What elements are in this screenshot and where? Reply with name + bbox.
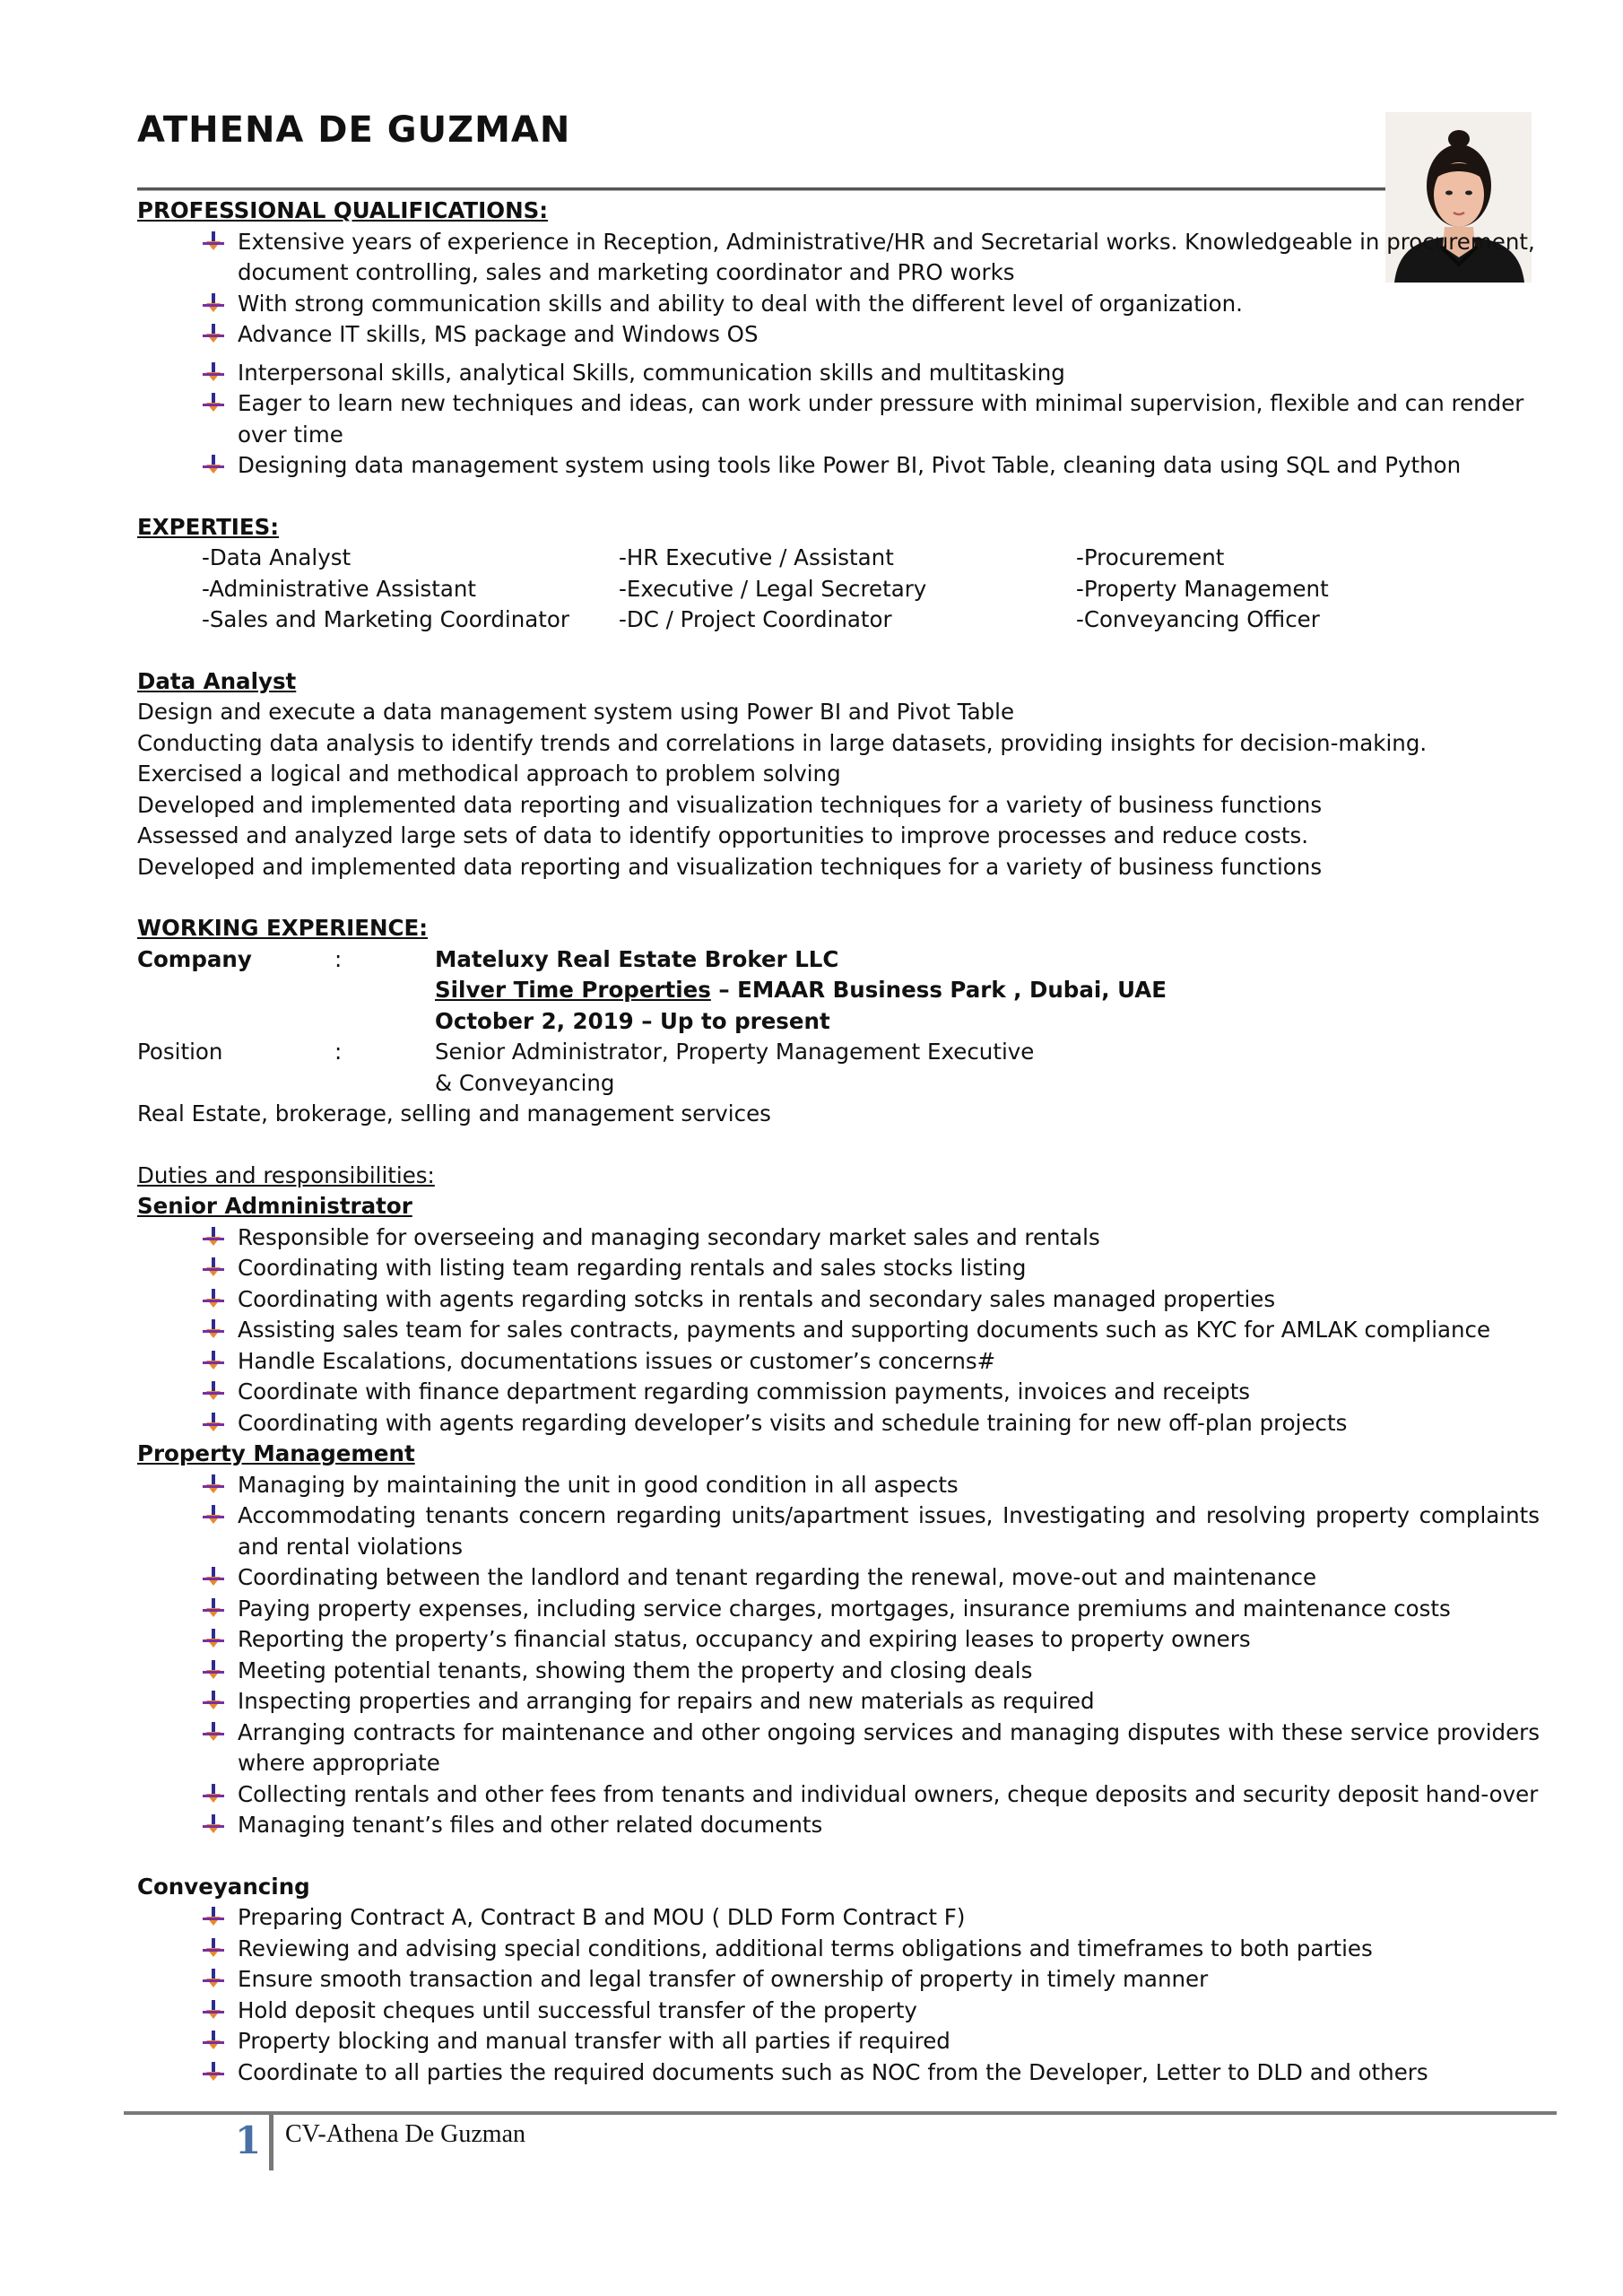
list-item: Property blocking and manual transfer with all parties if required <box>238 2026 1545 2057</box>
bullet-arrow-icon <box>202 2061 225 2084</box>
list-item: Designing data management system using tools like Power BI, Pivot Table, cleaning data using SQL and Python <box>238 450 1545 482</box>
position-title: Senior Administrator, Property Management Executive <box>435 1039 1035 1065</box>
expertise-item: -Data Analyst <box>202 544 352 570</box>
bullet-arrow-icon <box>202 1813 225 1837</box>
list-item: Meeting potential tenants, showing them the property and closing deals <box>238 1656 1545 1687</box>
previous-company: Silver Time Properties <box>435 977 711 1003</box>
list-item: Coordinate to all parties the required documents such as NOC from the Developer, Letter to DLD and others <box>238 2057 1545 2089</box>
company-row <box>137 944 1545 1038</box>
data-analyst-line: Exercised a logical and methodical approach to problem solving <box>137 761 841 787</box>
bullet-arrow-icon <box>202 1380 225 1404</box>
property-management-heading: Property Management <box>137 1440 415 1466</box>
company-location: – EMAAR Business Park , Dubai, UAE <box>710 977 1167 1003</box>
header-rule <box>137 187 1390 191</box>
bullet-arrow-icon <box>202 1566 225 1589</box>
list-item: With strong communication skills and ability to deal with the different level of organization. <box>238 289 1545 320</box>
expertise-row <box>137 604 1545 636</box>
bullet-arrow-icon <box>202 1937 225 1961</box>
expertise-item: -Administrative Assistant <box>202 575 477 602</box>
bullet-arrow-icon <box>202 1999 225 2022</box>
list-item: Managing tenant’s files and other related documents <box>238 1810 1545 1841</box>
experience-heading: WORKING EXPERIENCE: <box>137 915 429 941</box>
bullet-arrow-icon <box>202 454 225 477</box>
duties-heading: Duties and responsibilities: <box>137 1161 435 1188</box>
list-item: Coordinate with finance department regarding commission payments, invoices and receipts <box>238 1377 1545 1408</box>
bullet-arrow-icon <box>202 1906 225 1929</box>
list-item: Ensure smooth transaction and legal transfer of ownership of property in timely manner <box>238 1964 1545 1996</box>
bullet-arrow-icon <box>202 392 225 415</box>
data-analyst-line: Developed and implemented data reporting and visualization techniques for a variety of business functions <box>137 791 1323 818</box>
page-number: 1 <box>235 2118 262 2162</box>
list-item: Assisting sales team for sales contracts, payments and supporting documents such as KYC for AMLAK compliance <box>238 1315 1545 1346</box>
list-item: Responsible for overseeing and managing secondary market sales and rentals <box>238 1222 1545 1254</box>
bullet-arrow-icon <box>202 1597 225 1621</box>
bullet-arrow-icon <box>202 1504 225 1527</box>
bullet-arrow-icon <box>202 1257 225 1280</box>
qualifications-list <box>137 227 1545 482</box>
company-colon: : <box>334 945 343 972</box>
company-label: Company <box>137 945 252 972</box>
bullet-arrow-icon <box>202 1659 225 1683</box>
position-colon: : <box>334 1039 343 1065</box>
bullet-arrow-icon <box>202 1721 225 1744</box>
list-item: Handle Escalations, documentations issues or customer’s concerns# <box>238 1346 1545 1378</box>
bullet-arrow-icon <box>202 2030 225 2053</box>
list-item: Coordinating with listing team regarding rentals and sales stocks listing <box>238 1253 1545 1284</box>
footer-divider <box>269 2115 273 2170</box>
expertise-item: -Executive / Legal Secretary <box>619 575 927 602</box>
list-item: Paying property expenses, including service charges, mortgages, insurance premiums and maintenance costs <box>238 1594 1545 1625</box>
bullet-arrow-icon <box>202 1350 225 1373</box>
bullet-arrow-icon <box>202 1628 225 1651</box>
bullet-arrow-icon <box>202 1412 225 1435</box>
conveyancing-list <box>137 1902 1545 2088</box>
expertise-item: -Property Management <box>1076 575 1329 602</box>
expertise-item: -Procurement <box>1076 544 1225 570</box>
data-analyst-line: Assessed and analyzed large sets of data to identify opportunities to improve processes and reduce costs. <box>137 822 1309 848</box>
senior-admin-heading: Senior Admninistrator <box>137 1193 412 1219</box>
position-title-cont: & Conveyancing <box>435 1069 615 1096</box>
expertise-row <box>137 543 1545 574</box>
data-analyst-heading: Data Analyst <box>137 667 297 694</box>
list-item: Accommodating tenants concern regarding units/apartment issues, Investigating and resolving property complaints and rental violations <box>238 1500 1545 1562</box>
list-item: Advance IT skills, MS package and Windows OS <box>238 319 1545 351</box>
expertise-row <box>137 574 1545 605</box>
property-management-list <box>137 1470 1545 1841</box>
bullet-arrow-icon <box>202 361 225 385</box>
list-item: Arranging contracts for maintenance and other ongoing services and managing disputes with these service providers where appropriate <box>238 1718 1545 1779</box>
list-item: Interpersonal skills, analytical Skills, communication skills and multitasking <box>238 358 1545 389</box>
bullet-arrow-icon <box>202 230 225 254</box>
list-item: Coordinating with agents regarding developer’s visits and schedule training for new off-plan projects <box>238 1408 1545 1439</box>
bullet-arrow-icon <box>202 1783 225 1806</box>
list-item: Extensive years of experience in Reception, Administrative/HR and Secretarial works. Knowledgeable in procurement, document controlling, sales and marketing coordinator and PRO works <box>238 227 1545 289</box>
data-analyst-line: Developed and implemented data reporting and visualization techniques for a variety of business functions <box>137 853 1323 880</box>
list-item: Reviewing and advising special conditions, additional terms obligations and timeframes to both parties <box>238 1934 1545 1965</box>
expertise-item: -DC / Project Coordinator <box>619 606 892 632</box>
candidate-name: ATHENA DE GUZMAN <box>137 109 571 151</box>
cv-content <box>137 196 1545 2088</box>
bullet-arrow-icon <box>202 1690 225 1713</box>
business-description: Real Estate, brokerage, selling and management services <box>137 1100 771 1126</box>
data-analyst-line: Design and execute a data management system using Power BI and Pivot Table <box>137 699 1015 725</box>
expertise-table <box>137 543 1545 636</box>
list-item: Collecting rentals and other fees from tenants and individual owners, cheque deposits and security deposit hand-over <box>238 1779 1545 1811</box>
footer-rule <box>124 2111 1557 2115</box>
expertise-item: -Sales and Marketing Coordinator <box>202 606 569 632</box>
list-item: Hold deposit cheques until successful transfer of the property <box>238 1996 1545 2027</box>
list-item: Managing by maintaining the unit in good condition in all aspects <box>238 1470 1545 1501</box>
bullet-arrow-icon <box>202 1318 225 1342</box>
bullet-arrow-icon <box>202 1968 225 1991</box>
bullet-arrow-icon <box>202 1288 225 1311</box>
position-row <box>137 1037 1545 1099</box>
bullet-arrow-icon <box>202 292 225 316</box>
list-item: Coordinating between the landlord and tenant regarding the renewal, move-out and maintenance <box>238 1562 1545 1594</box>
footer-title: CV-Athena De Guzman <box>285 2120 526 2148</box>
conveyancing-heading: Conveyancing <box>137 1873 310 1900</box>
list-item: Preparing Contract A, Contract B and MOU ( DLD Form Contract F) <box>238 1902 1545 1934</box>
list-item: Coordinating with agents regarding sotcks in rentals and secondary sales managed properties <box>238 1284 1545 1316</box>
data-analyst-line: Conducting data analysis to identify trends and correlations in large datasets, providing insights for decision-making. <box>137 729 1428 756</box>
position-label: Position <box>137 1039 223 1065</box>
senior-admin-list <box>137 1222 1545 1439</box>
employment-dates: October 2, 2019 – Up to present <box>435 1007 830 1034</box>
list-item: Reporting the property’s financial status, occupancy and expiring leases to property owners <box>238 1624 1545 1656</box>
expertise-item: -HR Executive / Assistant <box>619 544 894 570</box>
expertise-item: -Conveyancing Officer <box>1076 606 1320 632</box>
list-item: Inspecting properties and arranging for repairs and new materials as required <box>238 1686 1545 1718</box>
bullet-arrow-icon <box>202 323 225 346</box>
qualifications-heading: PROFESSIONAL QUALIFICATIONS: <box>137 197 549 223</box>
bullet-arrow-icon <box>202 1226 225 1249</box>
company-name: Mateluxy Real Estate Broker LLC <box>435 945 839 972</box>
list-item: Eager to learn new techniques and ideas, can work under pressure with minimal supervision, flexible and can render over time <box>238 388 1545 450</box>
expertise-heading: EXPERTIES: <box>137 513 280 540</box>
bullet-arrow-icon <box>202 1474 225 1497</box>
